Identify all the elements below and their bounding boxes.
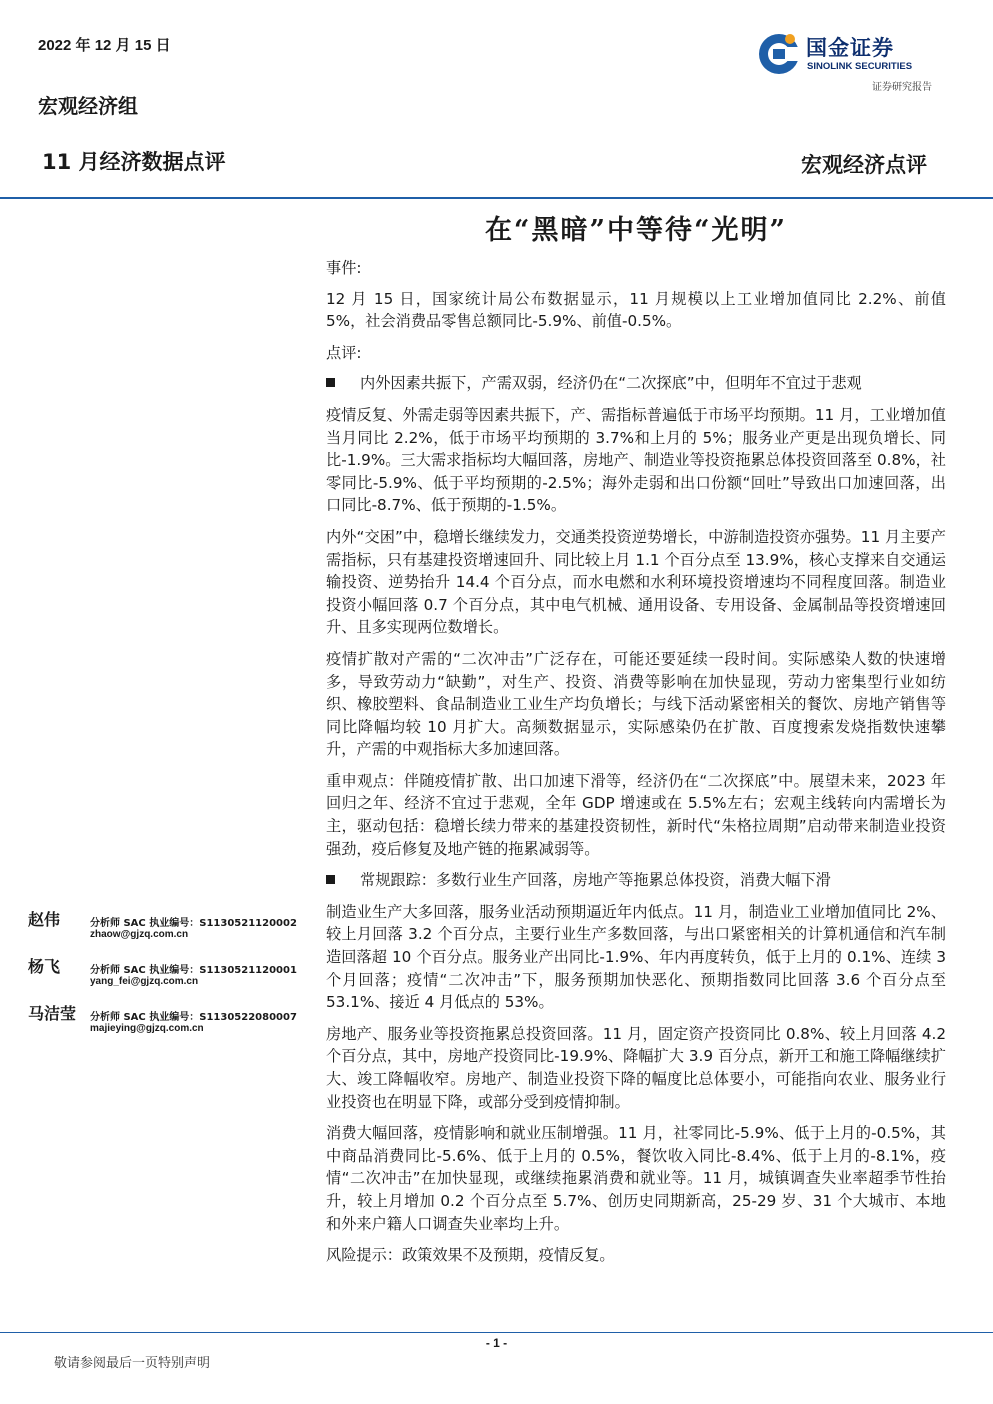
analyst-name: 马洁莹 (28, 1004, 77, 1023)
analyst-card (28, 1001, 318, 1048)
report-category: 宏观经济点评 (801, 153, 927, 177)
disclaimer-note: 敬请参阅最后一页特别声明 (54, 1356, 211, 1371)
analyst-email[interactable]: yang_fei@gjzq.com.cn (90, 976, 199, 987)
footer-divider (0, 1332, 993, 1333)
section-heading-2-text: 常规跟踪：多数行业生产回落，房地产等拖累总体投资，消费大幅下滑 (360, 871, 831, 890)
brand-name-en: SINOLINK SECURITIES (807, 61, 913, 72)
paragraph-6: 房地产、服务业等投资拖累总投资回落。11 月，固定资产投资同比 0.8%、较上月回落 4.2 个百分点，其中，房地产投资同比-19.9%、降幅扩大 3.9 百分点，新开工和施工降幅继续扩大、竣工降幅收窄。房地产、制造业投资下降的幅度比总体要小，可能指向农业、服务业行业投资也在明显下降，或部分受到疫情抑制。 (326, 1024, 946, 1111)
event-text: 12 月 15 日，国家统计局公布数据显示，11 月规模以上工业增加值同比 2.2%、前值 5%，社会消费品零售总额同比-5.9%、前值-0.5%。 (326, 289, 946, 331)
analyst-email[interactable]: majieying@gjzq.com.cn (90, 1023, 204, 1034)
analyst-card (28, 907, 318, 954)
analyst-sac-id: 分析师 SAC 执业编号：S1130521120002 (90, 918, 297, 929)
analyst-name: 赵伟 (28, 910, 61, 929)
brand-tagline: 证券研究报告 (872, 82, 932, 93)
analyst-sac-id: 分析师 SAC 执业编号：S1130521120001 (90, 965, 297, 976)
analyst-card (28, 954, 318, 1001)
report-title: 在“黑暗”中等待“光明” (484, 215, 788, 246)
research-group: 宏观经济组 (38, 94, 138, 118)
bullet-square-icon (326, 875, 335, 884)
risk-warning: 风险提示：政策效果不及预期，疫情反复。 (326, 1246, 615, 1265)
report-subtitle: 11 月经济数据点评 (42, 150, 226, 174)
section-heading-1-text: 内外因素共振下，产需双弱，经济仍在“二次探底”中，但明年不宜过于悲观 (360, 374, 862, 393)
paragraph-5: 制造业生产大多回落，服务业活动预期逼近年内低点。11 月，制造业工业增加值同比 2%、较上月回落 3.2 个百分点，主要行业生产多数回落，与出口紧密相关的计算机通信和汽车制造回落超 10 个百分点。服务业产出同比-1.9%、年内再度转负，低于上月的 0.1%、连续 3 个月回落；疫情“二次冲击”下，服务预期加快恶化、预期指数同比回落 3.6 个百分点至 53.1%、接近 4 月低点的 53%。 (326, 902, 946, 1012)
brand-logo (752, 31, 946, 77)
paragraph-2: 内外“交困”中，稳增长继续发力，交通类投资逆势增长，中游制造投资亦强势。11 月主要产需指标，只有基建投资增速回升、同比较上月 1.1 个百分点至 13.9%，核心支撑来自交通运输投资、逆势抬升 14.4 个百分点，而水电燃和水利环境投资增速均不同程度回落。制造业投资小幅回落 0.7 个百分点，其中电气机械、通用设备、专用设备、金属制品等投资增速回升、且多实现两位数增长。 (326, 527, 946, 637)
event-label: 事件: (326, 259, 362, 277)
paragraph-7: 消费大幅回落，疫情影响和就业压制增强。11 月，社零同比-5.9%、低于上月的-0.5%，其中商品消费同比-5.6%、低于上月的 0.5%，餐饮收入同比-8.4%、低于上月的-8.1%，疫情“二次冲击”在加快显现，或继续拖累消费和就业等。11 月，城镇调查失业率超季节性抬升，较上月增加 0.2 个百分点至 5.7%、创历史同期新高，25-29 岁、31 个大城市、本地和外来户籍人口调查失业率均上升。 (326, 1124, 946, 1233)
analyst-sac-id: 分析师 SAC 执业编号：S1130522080007 (90, 1012, 297, 1023)
paragraph-1: 疫情反复、外需走弱等因素共振下，产、需指标普遍低于市场平均预期。11 月，工业增加值当月同比 2.2%，低于市场平均预期的 3.7%和上月的 5%；服务业产更是出现负增长、同比-1.9%。三大需求指标均大幅回落，房地产、制造业等投资拖累总体投资回落至 0.8%，社零同比-5.9%、低于平均预期的-2.5%；海外走弱和出口份额“回吐”导致出口加速回落，出口同比-8.7%、低于预期的-1.5%。 (326, 405, 946, 515)
page-number: - 1 - (485, 1336, 508, 1350)
analyst-email[interactable]: zhaow@gjzq.com.cn (90, 929, 189, 940)
analyst-list (28, 907, 318, 1048)
section-heading-2 (326, 869, 946, 892)
header-divider (0, 197, 993, 199)
paragraph-3: 疫情扩散对产需的“二次冲击”广泛存在，可能还要延续一段时间。实际感染人数的快速增多，导致劳动力“缺勤”，对生产、投资、消费等影响在加快显现，劳动力密集型行业如纺织、橡胶塑料、食品制造业工业生产均负增长；与线下活动紧密相关的餐饮、房地产销售等同比降幅均较 10 月扩大。高频数据显示，实际感染仍在扩散、百度搜索发烧指数快速攀升，产需的中观指标大多加速回落。 (326, 649, 946, 759)
brand-logo-mark-icon (756, 31, 802, 77)
bullet-square-icon (326, 378, 335, 387)
comment-label: 点评: (326, 343, 362, 362)
report-date: 2022 年 12 月 15 日 (38, 37, 171, 54)
analyst-name: 杨飞 (28, 957, 61, 976)
report-body (326, 257, 946, 1276)
paragraph-4: 重申观点：伴随疫情扩散、出口加速下滑等，经济仍在“二次探底”中。展望未来，2023 年回归之年、经济不宜过于悲观，全年 GDP 增速或在 5.5%左右；宏观主线转向内需增长为主，驱动包括：稳增长续力带来的基建投资韧性，新时代“朱格拉周期”启动带来制造业投资强劲，疫后修复及地产链的拖累减弱等。 (326, 771, 946, 858)
section-heading-1 (326, 372, 946, 395)
brand-name-cn: 国金证券 (806, 36, 894, 60)
